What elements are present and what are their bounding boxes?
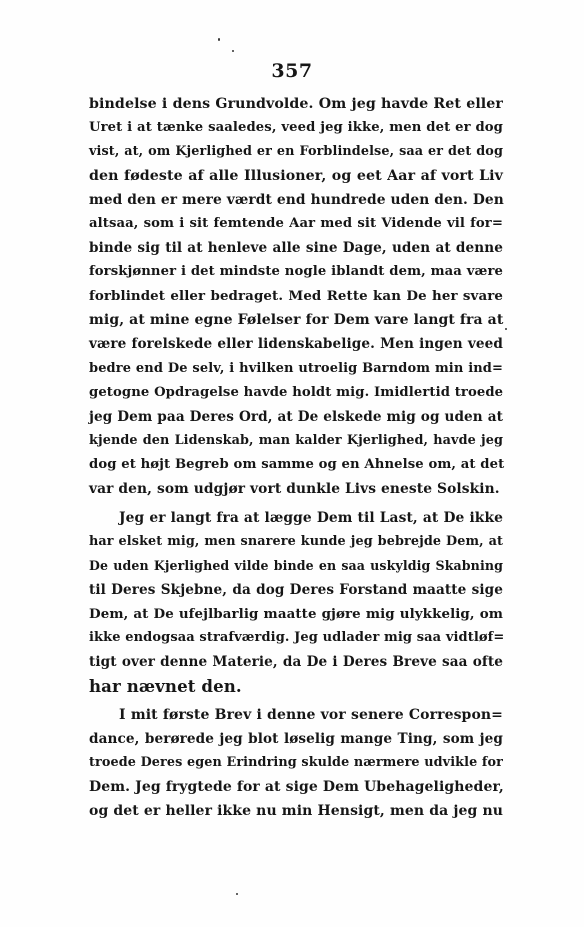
- paragraph: [89, 92, 503, 501]
- text-line: De uden Kjerlighed vilde binde en saa uskyldig Skabning: [89, 557, 503, 573]
- text-line: til Deres Skjebne, da dog Deres Forstand maatte sige: [89, 581, 503, 598]
- text-line: var den, som udgjør vort dunkle Livs eneste Solskin.: [89, 480, 500, 497]
- page-number: 357: [271, 60, 313, 82]
- text-line: ikke endogsaa strafværdig. Jeg udlader mig saa vidtløf=: [89, 630, 505, 646]
- text-line: vist, at, om Kjerlighed er en Forblindelse, saa er det dog: [89, 144, 503, 160]
- text-line: getogne Opdragelse havde holdt mig. Imidlertid troede: [89, 384, 504, 400]
- text-line: har nævnet den.: [89, 676, 242, 697]
- text-line: dance, berørede jeg blot løselig mange Ting, som jeg: [89, 731, 503, 748]
- text-line: Uret i at tænke saaledes, veed jeg ikke, men det er dog: [89, 120, 503, 136]
- text-line: Jeg er langt fra at lægge Dem til Last, at De ikke: [119, 509, 503, 526]
- paragraph: [89, 506, 503, 698]
- text-line: forskjønner i det mindste nogle iblandt dem, maa være: [89, 264, 503, 280]
- print-speck: [505, 328, 507, 330]
- text-line: bindelse i dens Grundvolde. Om jeg havde Ret eller: [89, 96, 503, 112]
- text-line: kjende den Lidenskab, man kalder Kjerlighed, havde jeg: [89, 432, 503, 448]
- text-line: I mit første Brev i denne vor senere Correspon=: [119, 707, 503, 724]
- text-line: forblindet eller bedraget. Med Rette kan De her svare: [89, 288, 503, 305]
- text-line: den fødeste af alle Illusioner, og eet Aar af vort Liv: [89, 168, 503, 185]
- print-speck: [232, 50, 234, 52]
- text-line: jeg Dem paa Deres Ord, at De elskede mig og uden at: [89, 408, 503, 425]
- text-line: binde sig til at henleve alle sine Dage, uden at denne: [89, 240, 503, 257]
- text-line: har elsket mig, men snarere kunde jeg bebrejde Dem, at: [89, 533, 503, 549]
- text-line: med den er mere værdt end hundrede uden den. Den: [89, 192, 504, 209]
- text-line: bedre end De selv, i hvilken utroelig Barndom min ind=: [89, 360, 503, 376]
- text-line: Dem, at De ufejlbarlig maatte gjøre mig ulykkelig, om: [89, 605, 503, 622]
- text-line: mig, at mine egne Følelser for Dem vare langt fra at: [89, 312, 504, 329]
- text-line: altsaa, som i sit femtende Aar med sit Vidende vil for=: [89, 216, 503, 232]
- print-speck: [236, 893, 238, 895]
- paragraph: [89, 703, 503, 823]
- text-line: og det er heller ikke nu min Hensigt, men da jeg nu: [89, 803, 503, 820]
- text-line: tigt over denne Materie, da De i Deres Breve saa ofte: [89, 654, 503, 671]
- body-text: [89, 92, 503, 823]
- text-line: være forelskede eller lidenskabelige. Men ingen veed: [89, 336, 503, 353]
- text-line: dog et højt Begreb om samme og en Ahnelse om, at det: [89, 456, 505, 472]
- text-line: Dem. Jeg frygtede for at sige Dem Ubehageligheder,: [89, 779, 504, 796]
- text-line: troede Deres egen Erindring skulde nærmere udvikle for: [89, 755, 503, 771]
- print-speck: [218, 38, 220, 41]
